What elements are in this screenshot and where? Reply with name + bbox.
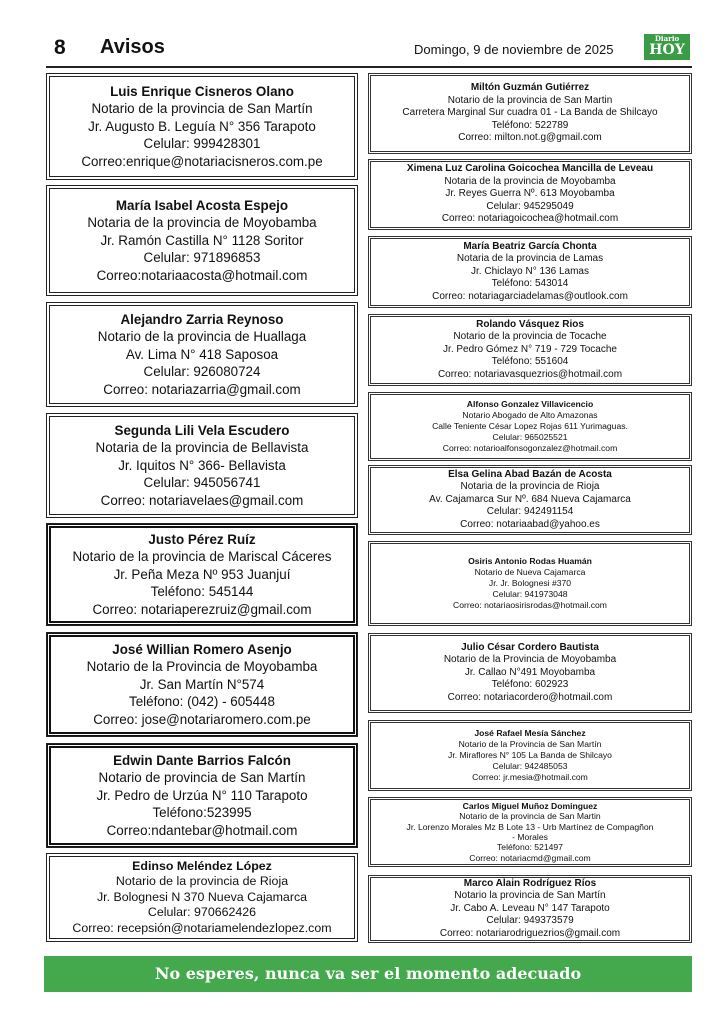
notice-title: Notario de la provincia de San Martín xyxy=(91,101,313,117)
notice-card-right-3 xyxy=(368,236,692,308)
notice-name: Carlos Miguel Muñoz Dominguez xyxy=(462,800,598,811)
notice-address: Jr. Iquitos N° 366- Bellavista xyxy=(118,457,286,473)
notice-email: Correo: notariavasquezrios@hotmail.com xyxy=(437,368,623,380)
notice-address: Jr. Miraflores N° 105 La Banda de Shilcayo xyxy=(448,750,612,760)
notice-card-right-1 xyxy=(368,73,692,154)
notice-card-left-5 xyxy=(46,523,358,626)
notice-name: Luis Enrique Cisneros Olano xyxy=(110,83,294,99)
notice-phone: Teléfono: 522789 xyxy=(491,119,569,131)
notice-card-right-9 xyxy=(368,720,692,791)
notice-title: Notario de la Provincia de Moyobamba xyxy=(86,659,318,675)
notice-title: Notaria de la provincia de Moyobamba xyxy=(87,215,317,231)
notice-email: Correo: notariacordero@hotmail.com xyxy=(447,691,613,703)
notice-name: Alfonso Gonzalez Villavicencio xyxy=(466,399,594,409)
notice-phone: Celular: 945056741 xyxy=(143,475,261,491)
notice-card-right-5 xyxy=(368,392,692,461)
notice-address: Jr. Augusto B. Leguía N° 356 Tarapoto xyxy=(88,118,316,134)
notice-title: Notaria de la provincia de Bellavista xyxy=(95,440,309,456)
notice-name: Edwin Dante Barrios Falcón xyxy=(113,752,291,768)
notice-address: Jr. Jr. Bolognesi #370 xyxy=(488,578,572,588)
notice-email: Correo: notariaperezruiz@gmail.com xyxy=(92,601,312,617)
notice-phone: Celular: 942491154 xyxy=(486,506,574,518)
notice-name: José Rafael Mesía Sánchez xyxy=(474,728,586,738)
notice-card-right-6 xyxy=(368,465,692,535)
notice-email: Correo: notariaabad@yahoo.es xyxy=(460,518,600,530)
notice-card-right-7 xyxy=(368,541,692,626)
issue-date: Domingo, 9 de noviembre de 2025 xyxy=(414,42,614,57)
notice-card-left-2 xyxy=(46,185,358,296)
notice-address: Jr. Bolognesi N 370 Nueva Cajamarca xyxy=(96,889,308,904)
notice-name: Ximena Luz Carolina Goicochea Mancilla de Leveau xyxy=(406,163,654,175)
notice-phone: Celular: 970662426 xyxy=(147,905,257,920)
notice-name: María Beatriz García Chonta xyxy=(463,240,597,252)
notice-phone: Teléfono: 602923 xyxy=(491,679,569,691)
notice-card-left-4 xyxy=(46,413,358,518)
notice-phone: Celular: 999428301 xyxy=(143,136,261,152)
notice-name: Miltón Guzmán Gutiérrez xyxy=(470,82,590,94)
notice-phone: Teléfono: 551604 xyxy=(491,356,569,368)
logo-main-text: HOY xyxy=(649,42,685,58)
notice-name: Marco Alain Rodríguez Ríos xyxy=(463,877,597,889)
notice-title: Notaria de la provincia de Moyobamba xyxy=(444,175,616,187)
notice-title: Notario de la Provincia de Moyobamba xyxy=(443,654,617,666)
notice-card-right-10 xyxy=(368,797,692,867)
notice-address: Jr. Ramón Castilla N° 1128 Soritor xyxy=(100,232,304,248)
notice-phone: Celular: 971896853 xyxy=(143,250,261,266)
notice-title: Notario la provincia de San Martín xyxy=(454,890,606,902)
notice-email: Correo: recepsión@notariamelendezlopez.com xyxy=(72,920,332,935)
notice-address: Jr. Chiclayo N° 136 Lamas xyxy=(471,265,589,277)
notice-email: Correo: notariagarciadelamas@outlook.com xyxy=(432,290,628,302)
notice-address: Carretera Marginal Sur cuadra 01 - La Banda de Shilcayo xyxy=(402,107,658,119)
page-header xyxy=(46,34,692,66)
notice-card-right-8 xyxy=(368,633,692,713)
notice-name: Elsa Gelina Abad Bazán de Acosta xyxy=(448,468,612,480)
notice-title: Notario de la provincia de Mariscal Cáceres xyxy=(72,549,332,565)
header-rule xyxy=(46,66,692,68)
notice-address: Jr. Lorenzo Morales Mz B Lote 13 - Urb Martínez de Compagñon xyxy=(406,821,654,832)
notice-address: Jr. Reyes Guerra Nº. 613 Moyobamba xyxy=(445,188,615,200)
notice-card-left-3 xyxy=(46,302,358,407)
notice-address: Jr. Cabo A. Leveau N° 147 Tarapoto xyxy=(450,902,610,914)
notice-title: Notaria de la provincia de Lamas xyxy=(456,253,604,265)
notice-card-right-4 xyxy=(368,314,692,386)
notice-name: José Willian Romero Asenjo xyxy=(112,641,292,657)
page-number: 8 xyxy=(54,36,66,59)
notice-name: Osiris Antonio Rodas Huamán xyxy=(468,556,592,566)
notice-email: Correo: notariaosirisrodas@hotmail.com xyxy=(453,600,607,610)
notice-name: Alejandro Zarria Reynoso xyxy=(120,311,284,327)
notice-card-left-6 xyxy=(46,632,358,737)
notice-address: Jr. Callao N°491 Moyobamba xyxy=(464,666,596,678)
section-title: Avisos xyxy=(100,36,165,58)
notice-email: Correo: jr.mesia@hotmail.com xyxy=(472,772,588,782)
notice-address: Jr. Pedro Gómez N° 719 - 729 Tocache xyxy=(443,343,617,355)
notice-phone: Teléfono: 543014 xyxy=(491,278,569,290)
notice-phone: Celular: 945295049 xyxy=(486,200,574,212)
notice-phone: Teléfono:523995 xyxy=(152,805,252,821)
notice-name: Segunda Lili Vela Escudero xyxy=(114,422,290,438)
notice-card-right-2 xyxy=(368,159,692,230)
notice-title: Notaria de la provincia de Rioja xyxy=(460,481,600,493)
notice-email: Correo: notariavelaes@gmail.com xyxy=(100,492,304,508)
notice-card-left-7 xyxy=(46,743,358,848)
notice-address: Av. Lima N° 418 Saposoa xyxy=(125,346,279,362)
notice-email: Correo:notariaacosta@hotmail.com xyxy=(96,267,308,283)
notice-address: Calle Teniente César Lopez Rojas 611 Yurimaguas. xyxy=(432,421,628,431)
notice-email: Correo: notariarodriguezrios@gmail.com xyxy=(439,927,621,939)
notice-name: Justo Pérez Ruíz xyxy=(148,531,256,547)
notice-email: Correo: milton.not.g@gmail.com xyxy=(458,132,602,144)
notice-address: Av. Cajamarca Sur Nº. 684 Nueva Cajamarca xyxy=(429,493,631,505)
notice-title: Notario de la provincia de Tocache xyxy=(453,331,607,343)
notice-phone: Celular: 942485053 xyxy=(492,761,568,771)
notice-phone: Celular: 926080724 xyxy=(143,364,261,380)
notice-address: Jr. Peña Meza Nº 953 Juanjuí xyxy=(113,566,291,582)
notice-email: Correo: notariacmd@gmail.com xyxy=(469,852,591,863)
notice-address: Jr. San Martín N°574 xyxy=(139,676,265,692)
notice-email: Correo: notarioalfonsogonzalez@hotmail.com xyxy=(442,443,618,453)
notice-email: Correo: jose@notariaromero.com.pe xyxy=(93,711,311,727)
notice-phone: Teléfono: (042) - 605448 xyxy=(129,694,275,710)
notice-title: Notario de la provincia de Huallaga xyxy=(97,329,307,345)
notice-name: Edinso Meléndez López xyxy=(132,858,272,873)
notice-card-right-11 xyxy=(368,875,692,943)
notice-name: Rolando Vásquez Rios xyxy=(476,318,584,330)
notice-name: María Isabel Acosta Espejo xyxy=(115,197,289,213)
notice-phone: Celular: 965025521 xyxy=(492,432,568,442)
notice-email: Correo:ndantebar@hotmail.com xyxy=(106,822,298,838)
notice-title: Notario Abogado de Alto Amazonas xyxy=(462,410,598,420)
notice-email: Correo: notariagoicochea@hotmail.com xyxy=(441,213,619,225)
newspaper-logo xyxy=(644,34,690,60)
notice-phone: Celular: 941973048 xyxy=(492,589,568,599)
logo-top-text: Diario xyxy=(654,34,680,43)
notice-card-left-8 xyxy=(46,853,358,942)
notice-phone: Teléfono: 545144 xyxy=(150,584,254,600)
notice-title: Notario de la Provincia de San Martín xyxy=(458,739,602,749)
notice-title: Notario de la provincia de Rioja xyxy=(115,874,289,889)
notice-phone: Teléfono: 521497 xyxy=(497,842,563,853)
notice-phone: Celular: 949373579 xyxy=(486,915,574,927)
notice-address: Jr. Pedro de Urzúa N° 110 Tarapoto xyxy=(96,787,308,803)
notice-name: Julio César Cordero Bautista xyxy=(461,641,599,653)
notice-title: Notario de provincia de San Martín xyxy=(98,770,306,786)
notice-title: Notario de Nueva Cajamarca xyxy=(474,567,586,577)
notice-address-cont: - Morales xyxy=(512,832,548,842)
footer-banner: No esperes, nunca va ser el momento adecuado xyxy=(44,956,692,992)
notice-title: Notario de la provincia de San Martin xyxy=(459,811,601,822)
notice-email: Correo:enrique@notariacisneros.com.pe xyxy=(81,153,323,169)
notice-title: Notario de la provincia de San Martin xyxy=(447,94,613,106)
notice-email: Correo: notariazarria@gmail.com xyxy=(103,381,301,397)
notice-card-left-1 xyxy=(46,73,358,180)
